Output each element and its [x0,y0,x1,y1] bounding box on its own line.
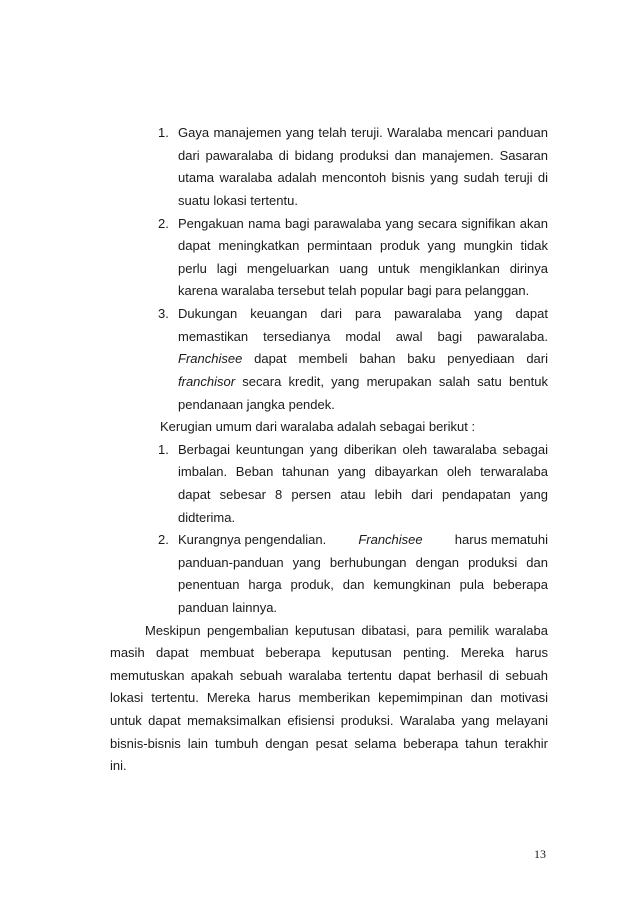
text-line: karena waralaba tersebut telah popular bagi para pelanggan. [178,283,530,298]
text-line: dapat sebesar 8 persen atau lebih dari pendapatan yang [178,487,548,502]
italic-term: Franchisee [178,351,243,366]
text-fragment: harus mematuhi [454,532,548,547]
text-line: Dukungan keuangan dari para pawaralaba yang dapat [178,306,548,321]
text-line [178,351,548,367]
paragraph-line: ini. [110,758,127,773]
text-line [178,374,548,390]
text-line [178,532,548,548]
section-intro: Kerugian umum dari waralaba adalah sebagai berikut : [160,419,476,434]
italic-term: Franchisee [358,532,423,547]
italic-term: franchisor [178,374,236,389]
list-number: 3. [158,306,169,321]
page-number: 13 [534,847,546,861]
text-line: dari pawaralaba di bidang produksi dan manajemen. Sasaran [178,148,548,163]
list-number: 1. [158,442,169,457]
paragraph-line: masih dapat membuat beberapa keputusan penting. Mereka harus [110,645,548,660]
text-line: panduan lainnya. [178,600,278,615]
paragraph-line: memutuskan apakah sebuah waralaba tertentu dapat berhasil di sebuah [110,668,548,683]
paragraph-line: lokasi tertentu. Mereka harus memberikan kepemimpinan dan motivasi [110,690,548,705]
list-number: 2. [158,216,169,231]
text-line: pendanaan jangka pendek. [178,397,335,412]
paragraph-line: Meskipun pengembalian keputusan dibatasi, para pemilik waralaba [145,623,548,638]
text-fragment: dapat membeli bahan baku penyediaan dari [242,351,548,366]
text-line: Pengakuan nama bagi parawalaba yang secara signifikan akan [178,216,548,231]
text-line: dapat meningkatkan permintaan produk yang mungkin tidak [178,238,548,253]
text-line: perlu lagi mengeluarkan uang untuk mengiklankan dirinya [178,261,548,276]
text-fragment: Kurangnya pengendalian. [178,532,327,547]
text-line: suatu lokasi tertentu. [178,193,298,208]
text-line: Gaya manajemen yang telah teruji. Waralaba mencari panduan [178,125,548,140]
text-line: penentuan harga produk, dan kemungkinan pula beberapa [178,577,548,592]
text-line: didterima. [178,510,236,525]
text-line: utama waralaba adalah mencontoh bisnis yang sudah teruji di [178,170,548,185]
text-line: imbalan. Beban tahunan yang dibayarkan oleh terwaralaba [178,464,548,479]
list-number: 1. [158,125,169,140]
text-line: panduan-panduan yang berhubungan dengan produksi dan [178,555,548,570]
paragraph-line: bisnis-bisnis lain tumbuh dengan pesat selama beberapa tahun terakhir [110,736,548,751]
paragraph-line: untuk dapat memaksimalkan efisiensi produksi. Waralaba yang melayani [110,713,548,728]
text-line: Berbagai keuntungan yang diberikan oleh tawaralaba sebagai [178,442,548,457]
text-line: memastikan tersedianya modal awal bagi pawaralaba. [178,329,548,344]
text-fragment: secara kredit, yang merupakan salah satu bentuk [235,374,548,389]
list-number: 2. [158,532,169,547]
